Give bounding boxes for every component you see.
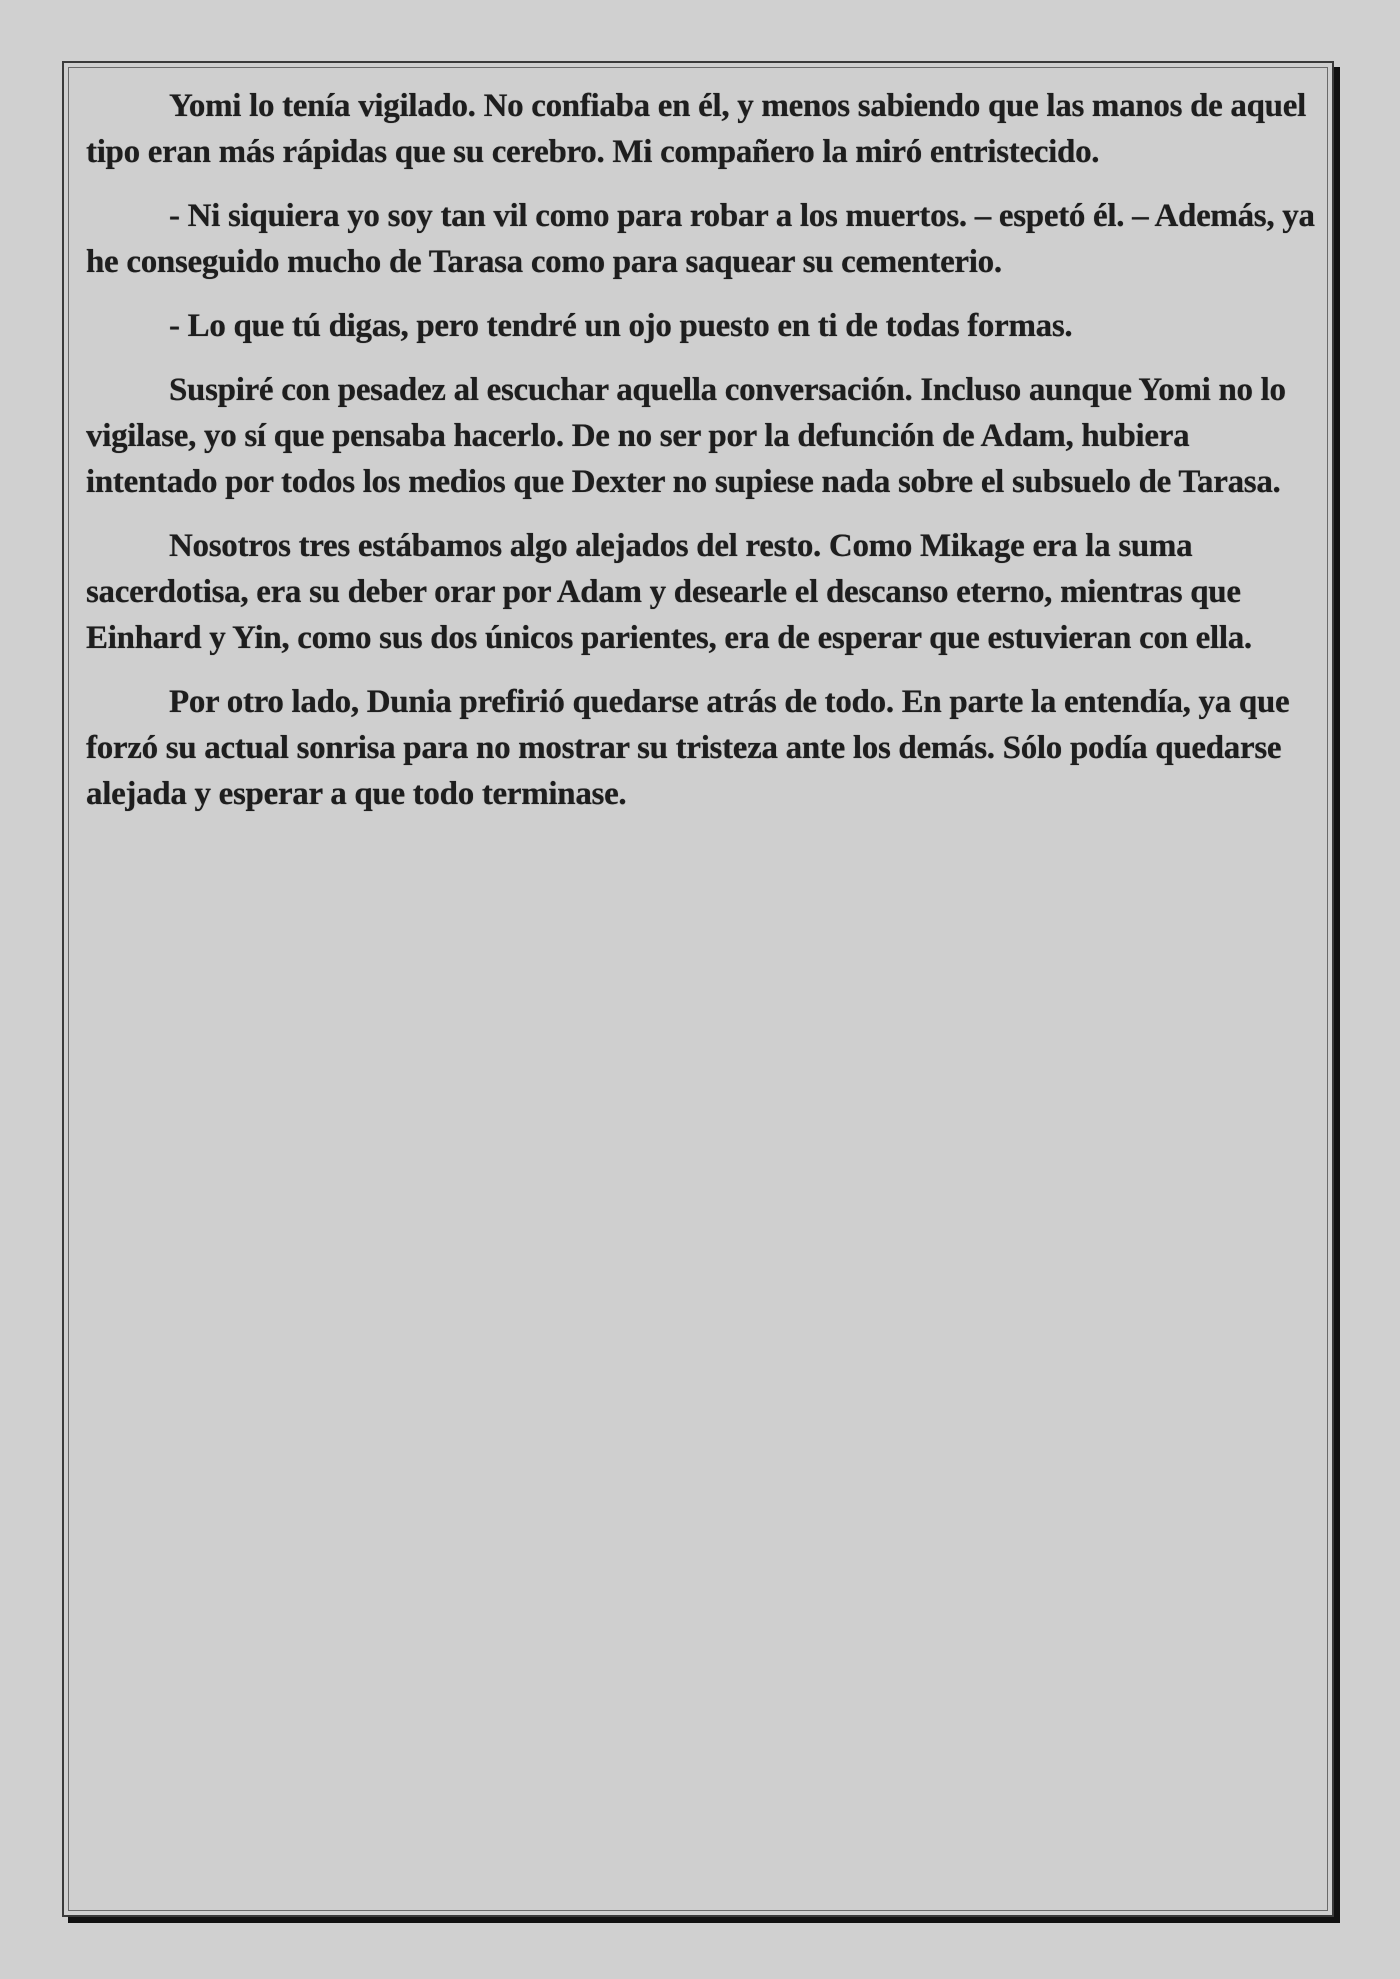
document-body <box>86 83 1326 835</box>
paragraph-1: Yomi lo tenía vigilado. No confiaba en él, y menos sabiendo que las manos de aquel tipo eran más rápidas que su cerebro. Mi compañero la miró entristecido. <box>86 88 1306 170</box>
paragraph-4: Suspiré con pesadez al escuchar aquella conversación. Incluso aunque Yomi no lo vigilase, yo sí que pensaba hacerlo. De no ser por la defunción de Adam, hubiera intentado por todos los medios que Dexter no supiese nada sobre el subsuelo de Tarasa. <box>86 372 1286 500</box>
paragraph-2: - Ni siquiera yo soy tan vil como para robar a los muertos. – espetó él. – Además, ya he conseguido mucho de Tarasa como para saquear su cementerio. <box>86 198 1315 280</box>
paragraph-5: Nosotros tres estábamos algo alejados del resto. Como Mikage era la suma sacerdotisa, era su deber orar por Adam y desearle el descanso eterno, mientras que Einhard y Yin, como sus dos únicos parientes, era de esperar que estuvieran con ella. <box>86 528 1252 656</box>
paragraph-6: Por otro lado, Dunia prefirió quedarse atrás de todo. En parte la entendía, ya que forzó su actual sonrisa para no mostrar su tristeza ante los demás. Sólo podía quedarse alejada y esperar a que todo terminase. <box>86 684 1290 812</box>
page-frame <box>62 61 1334 1917</box>
paragraph-3: - Lo que tú digas, pero tendré un ojo puesto en ti de todas formas. <box>169 308 1073 344</box>
